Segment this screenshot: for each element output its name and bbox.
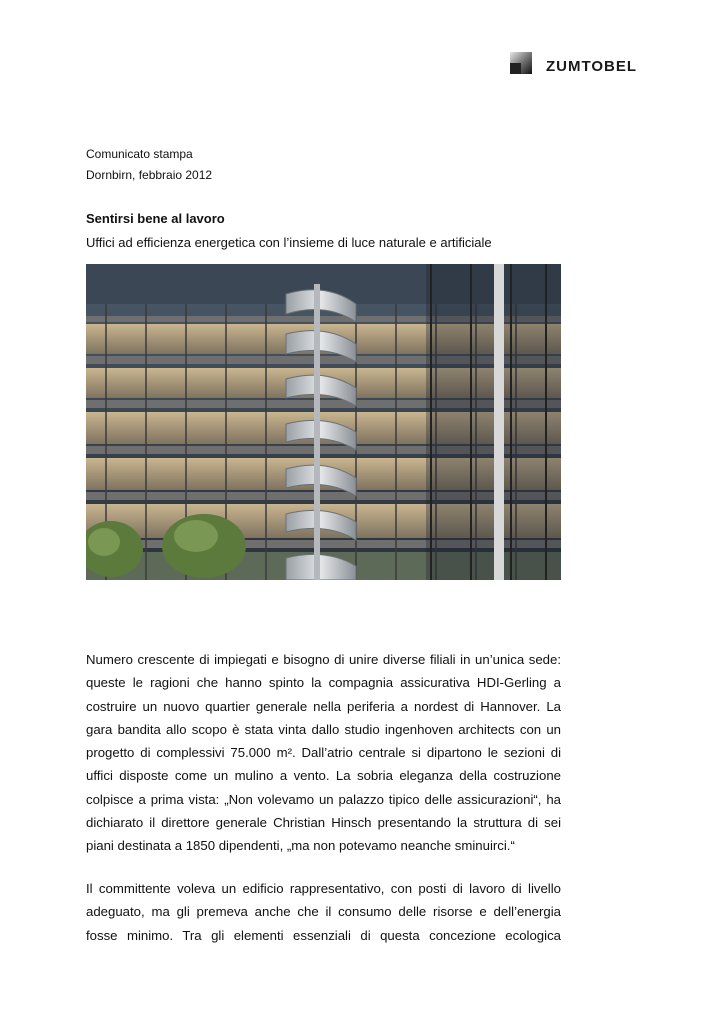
text-line: gara bandita allo scopo è stata vinta dallo studio ingenhoven architects con un <box>86 721 561 737</box>
zumtobel-logo <box>510 52 650 76</box>
text-line: progetto di complessivi 75.000 m². Dall’atrio centrale si dipartono le sezioni di <box>86 745 561 761</box>
text-line: dichiarato il direttore generale Christian Hinsch presentando la struttura di sei <box>86 815 561 831</box>
text-line: piani destinata a 1850 dipendenti, „ma non potevamo neanche sminuirci.“ <box>86 838 515 854</box>
page-title: Sentirsi bene al lavoro <box>86 211 225 226</box>
text-line: uffici disposte come un mulino a vento. La sobria eleganza della costruzione <box>86 768 561 784</box>
page-subtitle: Uffici ad efficienza energetica con l’insieme di luce naturale e artificiale <box>86 235 492 250</box>
text-line: colpisce a prima vista: „Non volevamo un palazzo tipico delle assicurazioni“, ha <box>86 791 561 807</box>
brand-name: ZUMTOBEL <box>546 58 638 75</box>
text-line: adeguato, ma gli premeva anche che il consumo delle risorse e dell’energia <box>86 904 561 920</box>
body-paragraph-2 <box>86 877 561 947</box>
text-line: fosse minimo. Tra gli elementi essenziali di questa concezione ecologica <box>86 927 561 943</box>
body-paragraph-1 <box>86 648 561 858</box>
place-date: Dornbirn, febbraio 2012 <box>86 168 213 182</box>
text-line: Numero crescente di impiegati e bisogno di unire diverse filiali in un’unica sede: <box>86 652 561 667</box>
text-line: queste le ragioni che hanno spinto la compagnia assicurativa HDI-Gerling a <box>86 675 561 691</box>
text-line: costruire un nuovo quartier generale nella periferia a nordest di Hannover. La <box>86 698 561 714</box>
building-facade-photo <box>86 264 561 580</box>
text-line: Il committente voleva un edificio rappresentativo, con posti di lavoro di livello <box>86 881 561 896</box>
document-type: Comunicato stampa <box>86 147 193 161</box>
zumtobel-logo-icon <box>510 52 532 74</box>
